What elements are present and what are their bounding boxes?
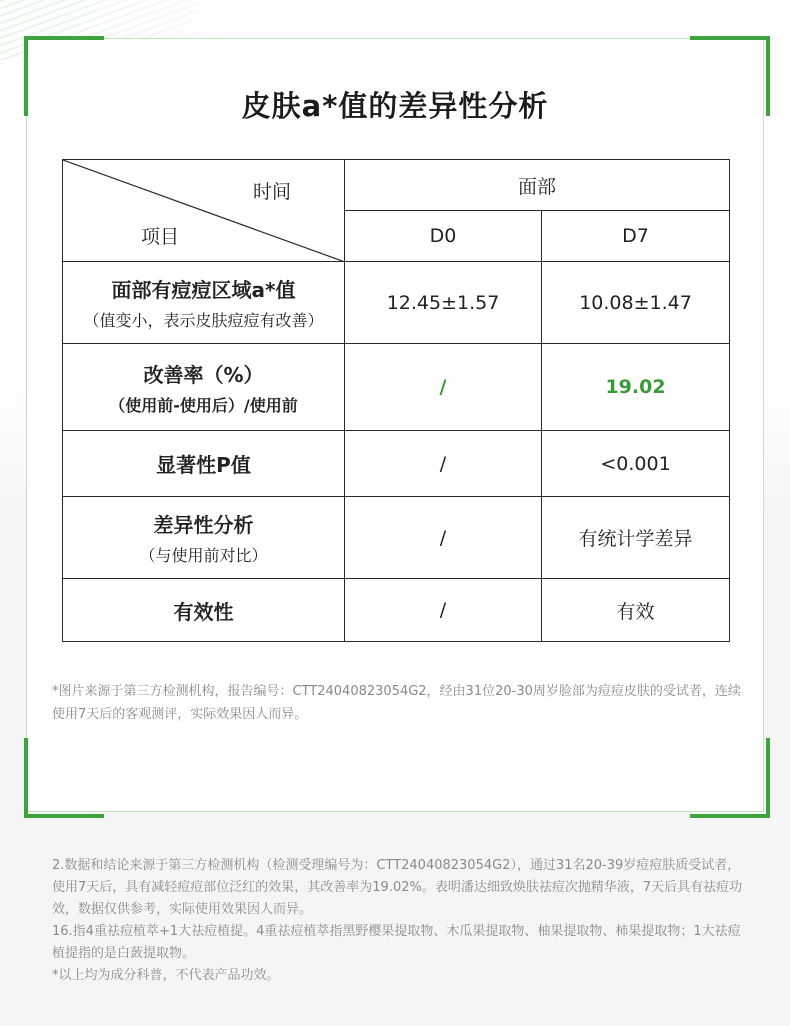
cell-d0: / — [345, 431, 542, 497]
header-item: 项目 — [141, 226, 180, 248]
row-label-cell — [63, 431, 345, 497]
row-label: 显著性P值 — [156, 453, 251, 477]
row-sublabel: （值变小，表示皮肤痘痘有改善） — [83, 311, 324, 330]
cell-d7: 有效 — [542, 579, 730, 642]
header-d7: D7 — [542, 211, 730, 262]
row-label-cell — [63, 262, 345, 344]
row-label-cell — [63, 579, 345, 642]
cell-d0: / — [345, 579, 542, 642]
header-time: 时间 — [253, 181, 292, 203]
cell-d0: / — [345, 497, 542, 579]
row-label-cell — [63, 497, 345, 579]
frame-corner-bottom-left — [24, 738, 104, 818]
header-d0: D0 — [345, 211, 542, 262]
analysis-table — [62, 159, 730, 642]
frame-corner-bottom-right — [690, 738, 770, 818]
cell-d7: 19.02 — [542, 344, 730, 431]
diagonal-divider — [63, 160, 345, 262]
table-row — [63, 497, 730, 579]
row-sublabel: （与使用前对比） — [139, 546, 268, 565]
table-row — [63, 344, 730, 431]
row-label-cell — [63, 344, 345, 431]
page-title: 皮肤a*值的差异性分析 — [241, 89, 549, 123]
cell-d7: 10.08±1.47 — [542, 262, 730, 344]
cell-d0: / — [345, 344, 542, 431]
row-label: 面部有痘痘区域a*值 — [111, 278, 296, 302]
header-group-face: 面部 — [345, 160, 730, 211]
footnotes — [52, 855, 744, 987]
cell-d0: 12.45±1.57 — [345, 262, 542, 344]
cell-d7: 有统计学差异 — [542, 497, 730, 579]
cell-d7: <0.001 — [542, 431, 730, 497]
footnote-disclaimer: *以上均为成分科普，不代表产品功效。 — [52, 968, 280, 983]
footnote-2: 2.数据和结论来源于第三方检测机构（检测受理编号为：CTT24040823054G2），通过31名20-39岁痘痘肤质受试者，使用7天后，具有减轻痘痘部位泛红的效果，其改善率为19.02%。表明潘达细致焕肤祛痘次抛精华液，7天后具有祛痘功效，数据仅供参考，实际使用效果因人而异。 — [52, 858, 743, 917]
row-label: 改善率（%） — [143, 362, 264, 387]
row-label: 有效性 — [173, 599, 234, 624]
footnote-16: 16.指4重祛痘植萃+1大祛痘植提。4重祛痘植萃指黑野樱果提取物、木瓜果提取物、柚果提取物、柿果提取物；1大祛痘植提指的是白蔹提取物。 — [52, 924, 741, 961]
table-row — [63, 262, 730, 344]
row-sublabel: （使用前-使用后）/使用前 — [109, 395, 298, 415]
row-label: 差异性分析 — [153, 513, 254, 537]
table-row — [63, 431, 730, 497]
source-note: *图片来源于第三方检测机构，报告编号：CTT24040823054G2，经由31位20-30周岁脸部为痘痘皮肤的受试者，连续使用7天后的客观测评，实际效果因人而异。 — [52, 684, 741, 722]
table-corner-cell — [63, 160, 345, 262]
table-row — [63, 579, 730, 642]
